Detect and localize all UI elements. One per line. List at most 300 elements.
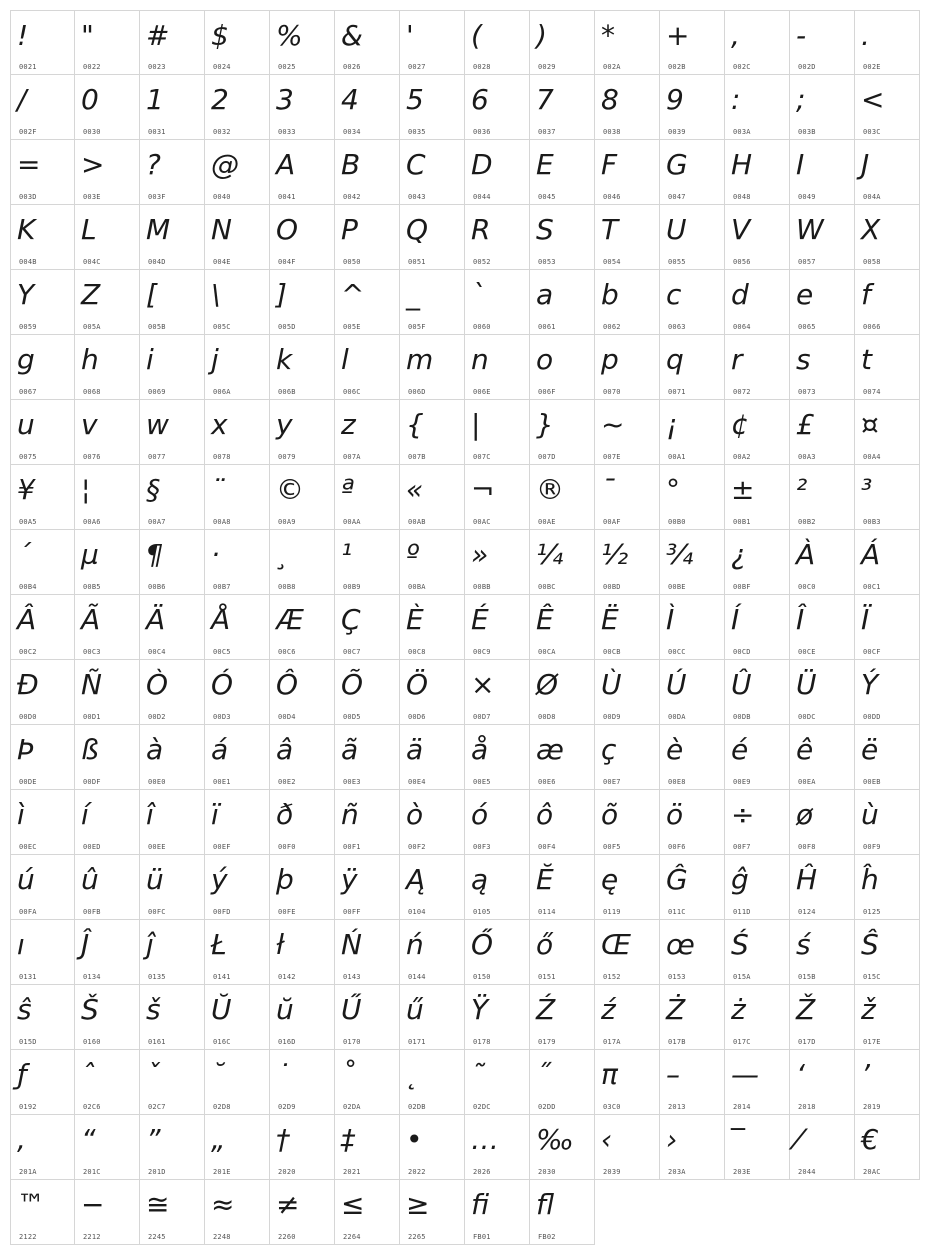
glyph-codepoint: 0041 — [278, 193, 296, 201]
glyph-codepoint: 0071 — [668, 388, 686, 396]
glyph-codepoint: 00A5 — [19, 518, 37, 526]
glyph-char: ü — [146, 863, 164, 896]
glyph-codepoint: 2021 — [343, 1168, 361, 1176]
glyph-codepoint: 00AA — [343, 518, 361, 526]
glyph-cell — [140, 790, 205, 855]
glyph-char: £ — [796, 408, 814, 441]
glyph-char: ó — [471, 798, 489, 831]
glyph-char: ª — [341, 473, 355, 506]
glyph-cell — [465, 855, 530, 920]
glyph-char: ˘ — [211, 1058, 225, 1091]
glyph-codepoint: 002F — [19, 128, 37, 136]
glyph-cell — [595, 660, 660, 725]
glyph-cell — [465, 270, 530, 335]
glyph-cell — [855, 270, 920, 335]
glyph-codepoint: 0151 — [538, 973, 556, 981]
glyph-cell — [75, 335, 140, 400]
glyph-cell — [855, 1050, 920, 1115]
glyph-cell — [270, 920, 335, 985]
glyph-codepoint: 00D5 — [343, 713, 361, 721]
glyph-char: Ë — [601, 603, 619, 636]
glyph-char: × — [471, 668, 495, 701]
glyph-codepoint: 003F — [148, 193, 166, 201]
glyph-char: ? — [146, 148, 161, 181]
glyph-char: ⁄ — [796, 1123, 801, 1156]
glyph-codepoint: 0023 — [148, 63, 166, 71]
glyph-codepoint: 0058 — [863, 258, 881, 266]
glyph-cell — [400, 1180, 465, 1245]
glyph-codepoint: 005B — [148, 323, 166, 331]
glyph-char: ³ — [861, 473, 873, 506]
glyph-char: ÷ — [731, 798, 755, 831]
glyph-char: v — [81, 408, 98, 441]
glyph-char: q — [666, 343, 684, 376]
glyph-codepoint: 00EB — [863, 778, 881, 786]
glyph-char: ĵ — [146, 928, 154, 961]
glyph-codepoint: 0178 — [473, 1038, 491, 1046]
glyph-char: ´ — [17, 538, 31, 571]
glyph-codepoint: 005A — [83, 323, 101, 331]
glyph-char: Ç — [341, 603, 361, 636]
glyph-cell — [140, 595, 205, 660]
glyph-codepoint: 00B5 — [83, 583, 101, 591]
glyph-char: Ê — [536, 603, 554, 636]
glyph-cell — [205, 335, 270, 400]
glyph-cell — [205, 1180, 270, 1245]
glyph-cell — [400, 10, 465, 75]
glyph-char: $ — [211, 19, 229, 52]
glyph-char: x — [211, 408, 228, 441]
glyph-codepoint: 20AC — [863, 1168, 881, 1176]
glyph-cell — [790, 75, 855, 140]
glyph-codepoint: 00EA — [798, 778, 816, 786]
glyph-cell — [10, 530, 75, 595]
glyph-codepoint: 0053 — [538, 258, 556, 266]
glyph-char: ≥ — [406, 1188, 430, 1221]
glyph-cell — [10, 790, 75, 855]
glyph-codepoint: 00DA — [668, 713, 686, 721]
glyph-char: · — [211, 538, 220, 571]
glyph-codepoint: 005E — [343, 323, 361, 331]
glyph-cell — [10, 75, 75, 140]
glyph-cell — [465, 985, 530, 1050]
glyph-codepoint: 02C6 — [83, 1103, 101, 1111]
glyph-codepoint: 006F — [538, 388, 556, 396]
glyph-cell — [75, 1115, 140, 1180]
glyph-cell — [400, 725, 465, 790]
glyph-char: 1 — [146, 83, 164, 116]
glyph-char: ã — [341, 733, 359, 766]
glyph-char: H — [731, 148, 753, 181]
glyph-cell — [270, 10, 335, 75]
glyph-cell — [75, 75, 140, 140]
glyph-cell — [335, 530, 400, 595]
glyph-cell — [725, 790, 790, 855]
glyph-char: ≈ — [211, 1188, 235, 1221]
glyph-codepoint: 00C5 — [213, 648, 231, 656]
glyph-cell — [660, 335, 725, 400]
glyph-codepoint: 00A1 — [668, 453, 686, 461]
glyph-codepoint: 007E — [603, 453, 621, 461]
glyph-codepoint: 0076 — [83, 453, 101, 461]
glyph-char: = — [17, 148, 41, 181]
glyph-char: Ÿ — [471, 993, 489, 1026]
glyph-codepoint: 0032 — [213, 128, 231, 136]
glyph-char: è — [666, 733, 684, 766]
glyph-codepoint: 2026 — [473, 1168, 491, 1176]
glyph-char: u — [17, 408, 35, 441]
glyph-codepoint: 00E9 — [733, 778, 751, 786]
glyph-cell — [400, 790, 465, 855]
glyph-cell — [140, 140, 205, 205]
glyph-cell — [270, 75, 335, 140]
glyph-codepoint: 0038 — [603, 128, 621, 136]
glyph-char: ý — [211, 863, 228, 896]
glyph-cell — [205, 75, 270, 140]
glyph-cell — [140, 1180, 205, 1245]
glyph-codepoint: 00E8 — [668, 778, 686, 786]
glyph-codepoint: 2260 — [278, 1233, 296, 1241]
glyph-char: ² — [796, 473, 808, 506]
glyph-cell — [530, 75, 595, 140]
glyph-cell — [335, 1180, 400, 1245]
glyph-char: < — [861, 83, 885, 116]
glyph-char: " — [81, 19, 94, 52]
glyph-cell — [335, 790, 400, 855]
glyph-cell — [205, 985, 270, 1050]
glyph-cell — [790, 400, 855, 465]
glyph-codepoint: 00A7 — [148, 518, 166, 526]
glyph-cell — [335, 10, 400, 75]
glyph-codepoint: 006A — [213, 388, 231, 396]
glyph-char: Ż — [666, 993, 686, 1026]
glyph-codepoint: 0050 — [343, 258, 361, 266]
glyph-char: ≅ — [146, 1188, 170, 1221]
glyph-codepoint: 002E — [863, 63, 881, 71]
glyph-cell — [660, 595, 725, 660]
glyph-char: V — [731, 213, 751, 246]
glyph-char: Ł — [211, 928, 227, 961]
glyph-cell — [725, 10, 790, 75]
glyph-char: ń — [406, 928, 424, 961]
glyph-char: Æ — [276, 603, 304, 636]
glyph-cell — [335, 725, 400, 790]
glyph-char: _ — [406, 278, 420, 311]
glyph-cell — [595, 725, 660, 790]
glyph-cell — [595, 1115, 660, 1180]
glyph-char: [ — [146, 278, 157, 311]
glyph-codepoint: FB01 — [473, 1233, 491, 1241]
glyph-char: l — [341, 343, 349, 376]
glyph-char: ð — [276, 798, 294, 831]
glyph-char: Ñ — [81, 668, 102, 701]
glyph-cell — [790, 205, 855, 270]
glyph-codepoint: 0043 — [408, 193, 426, 201]
glyph-cell — [140, 465, 205, 530]
glyph-char: ˆ — [81, 1058, 95, 1091]
glyph-cell — [790, 465, 855, 530]
glyph-cell — [205, 400, 270, 465]
glyph-char: ą — [471, 863, 489, 896]
glyph-char: “ — [81, 1123, 96, 1156]
glyph-cell — [270, 595, 335, 660]
glyph-codepoint: 00B7 — [213, 583, 231, 591]
glyph-cell — [725, 920, 790, 985]
glyph-codepoint: 0061 — [538, 323, 556, 331]
glyph-char: ¥ — [17, 473, 35, 506]
glyph-codepoint: 0028 — [473, 63, 491, 71]
glyph-cell — [725, 75, 790, 140]
glyph-codepoint: 002A — [603, 63, 621, 71]
glyph-char: Ž — [796, 993, 816, 1026]
glyph-codepoint: 00B4 — [19, 583, 37, 591]
glyph-char: â — [276, 733, 294, 766]
glyph-cell — [205, 270, 270, 335]
glyph-codepoint: 015A — [733, 973, 751, 981]
glyph-cell — [595, 790, 660, 855]
glyph-codepoint: 00FE — [278, 908, 296, 916]
glyph-codepoint: 00F9 — [863, 843, 881, 851]
glyph-codepoint: 0143 — [343, 973, 361, 981]
glyph-grid — [10, 10, 920, 1245]
glyph-codepoint: 0072 — [733, 388, 751, 396]
glyph-cell — [270, 270, 335, 335]
glyph-cell — [465, 75, 530, 140]
glyph-codepoint: 00BC — [538, 583, 556, 591]
glyph-codepoint: 02DA — [343, 1103, 361, 1111]
glyph-cell — [530, 10, 595, 75]
glyph-char: ñ — [341, 798, 359, 831]
glyph-char: Ś — [731, 928, 749, 961]
glyph-cell — [400, 855, 465, 920]
glyph-char: T — [601, 213, 619, 246]
glyph-char: ź — [601, 993, 616, 1026]
glyph-cell — [725, 660, 790, 725]
glyph-codepoint: 017E — [863, 1038, 881, 1046]
glyph-cell — [530, 1180, 595, 1245]
glyph-char: à — [146, 733, 164, 766]
glyph-codepoint: 007C — [473, 453, 491, 461]
glyph-char: ” — [146, 1123, 161, 1156]
glyph-codepoint: 2039 — [603, 1168, 621, 1176]
glyph-codepoint: 0022 — [83, 63, 101, 71]
glyph-cell — [75, 660, 140, 725]
glyph-cell — [205, 1115, 270, 1180]
glyph-char: ‡ — [341, 1123, 355, 1156]
glyph-cell — [75, 205, 140, 270]
glyph-char: B — [341, 148, 361, 181]
glyph-char: ę — [601, 863, 619, 896]
glyph-cell — [790, 530, 855, 595]
glyph-cell — [75, 530, 140, 595]
glyph-char: Ö — [406, 668, 429, 701]
glyph-codepoint: 0179 — [538, 1038, 556, 1046]
glyph-char: , — [731, 19, 740, 52]
glyph-char: 9 — [666, 83, 684, 116]
glyph-codepoint: 006C — [343, 388, 361, 396]
glyph-cell — [465, 10, 530, 75]
glyph-cell — [595, 10, 660, 75]
glyph-codepoint: 00E6 — [538, 778, 556, 786]
glyph-cell — [205, 10, 270, 75]
glyph-cell — [335, 1050, 400, 1115]
glyph-codepoint: 00ED — [83, 843, 101, 851]
glyph-cell — [530, 400, 595, 465]
glyph-cell — [855, 725, 920, 790]
glyph-cell — [595, 75, 660, 140]
glyph-cell — [270, 400, 335, 465]
glyph-codepoint: 00AE — [538, 518, 556, 526]
glyph-codepoint: 0054 — [603, 258, 621, 266]
glyph-char: ö — [666, 798, 684, 831]
glyph-cell — [400, 1115, 465, 1180]
glyph-codepoint: 0051 — [408, 258, 426, 266]
glyph-cell — [660, 400, 725, 465]
glyph-char: „ — [211, 1123, 226, 1156]
glyph-char: ≠ — [276, 1188, 300, 1221]
glyph-char: ő — [536, 928, 554, 961]
glyph-cell — [205, 790, 270, 855]
glyph-char: : — [731, 83, 741, 116]
glyph-codepoint: 00B0 — [668, 518, 686, 526]
glyph-cell — [790, 855, 855, 920]
glyph-codepoint: 00B9 — [343, 583, 361, 591]
glyph-char: ½ — [601, 538, 629, 571]
glyph-char: π — [601, 1058, 618, 1091]
glyph-codepoint: 03C0 — [603, 1103, 621, 1111]
glyph-char: Ú — [666, 668, 687, 701]
glyph-char: ) — [536, 19, 547, 52]
glyph-cell — [10, 335, 75, 400]
glyph-codepoint: 2022 — [408, 1168, 426, 1176]
glyph-codepoint: 0152 — [603, 973, 621, 981]
glyph-cell — [790, 10, 855, 75]
glyph-cell — [790, 335, 855, 400]
glyph-cell — [595, 595, 660, 660]
glyph-codepoint: 0029 — [538, 63, 556, 71]
glyph-codepoint: 00B8 — [278, 583, 296, 591]
glyph-char: Œ — [601, 928, 631, 961]
glyph-cell — [400, 1050, 465, 1115]
glyph-codepoint: 006D — [408, 388, 426, 396]
glyph-cell — [10, 725, 75, 790]
glyph-codepoint: 0192 — [19, 1103, 37, 1111]
glyph-char: þ — [276, 863, 294, 896]
glyph-cell — [75, 270, 140, 335]
glyph-codepoint: 015D — [19, 1038, 37, 1046]
glyph-codepoint: 00E5 — [473, 778, 491, 786]
glyph-codepoint: 00AC — [473, 518, 491, 526]
glyph-codepoint: 015C — [863, 973, 881, 981]
glyph-codepoint: 004E — [213, 258, 231, 266]
glyph-cell — [400, 335, 465, 400]
glyph-codepoint: 2265 — [408, 1233, 426, 1241]
glyph-char: ˛ — [406, 1058, 420, 1091]
glyph-cell — [205, 205, 270, 270]
glyph-codepoint: 00FF — [343, 908, 361, 916]
glyph-codepoint: 00DF — [83, 778, 101, 786]
glyph-cell — [400, 465, 465, 530]
glyph-codepoint: 015B — [798, 973, 816, 981]
glyph-cell — [140, 1115, 205, 1180]
glyph-codepoint: 0056 — [733, 258, 751, 266]
glyph-cell — [530, 205, 595, 270]
glyph-char: º — [406, 538, 420, 571]
glyph-char: € — [861, 1123, 879, 1156]
glyph-cell — [75, 595, 140, 660]
glyph-char: X — [861, 213, 881, 246]
glyph-codepoint: 00B3 — [863, 518, 881, 526]
glyph-cell — [335, 920, 400, 985]
glyph-char: » — [471, 538, 489, 571]
glyph-char: Ý — [861, 668, 879, 701]
glyph-char: ¬ — [471, 473, 495, 506]
glyph-codepoint: 00CD — [733, 648, 751, 656]
glyph-cell — [335, 985, 400, 1050]
glyph-cell — [400, 595, 465, 660]
glyph-cell — [270, 1180, 335, 1245]
glyph-codepoint: 0170 — [343, 1038, 361, 1046]
glyph-char: ô — [536, 798, 554, 831]
glyph-char: 2 — [211, 83, 229, 116]
glyph-char: ˚ — [341, 1058, 355, 1091]
glyph-char: ^ — [341, 278, 365, 311]
glyph-char: L — [81, 213, 97, 246]
glyph-char: Ĝ — [666, 863, 688, 896]
glyph-char: Ü — [796, 668, 817, 701]
glyph-cell — [75, 10, 140, 75]
glyph-cell — [660, 660, 725, 725]
glyph-char: — — [731, 1058, 759, 1091]
glyph-cell — [335, 595, 400, 660]
glyph-codepoint: 2122 — [19, 1233, 37, 1241]
glyph-char: Þ — [17, 733, 35, 766]
glyph-cell — [205, 660, 270, 725]
glyph-codepoint: 02D9 — [278, 1103, 296, 1111]
glyph-cell — [530, 595, 595, 660]
glyph-codepoint: 00D4 — [278, 713, 296, 721]
glyph-codepoint: 0021 — [19, 63, 37, 71]
glyph-char: ¯ — [601, 473, 615, 506]
glyph-codepoint: 2245 — [148, 1233, 166, 1241]
glyph-char: Ã — [81, 603, 101, 636]
glyph-cell — [595, 270, 660, 335]
glyph-char: y — [276, 408, 293, 441]
glyph-cell — [140, 985, 205, 1050]
glyph-char: 7 — [536, 83, 554, 116]
glyph-cell — [400, 205, 465, 270]
glyph-char: \ — [211, 278, 221, 311]
glyph-cell — [10, 10, 75, 75]
glyph-cell — [790, 140, 855, 205]
glyph-codepoint: 0161 — [148, 1038, 166, 1046]
glyph-char: Í — [731, 603, 740, 636]
glyph-char: c — [666, 278, 682, 311]
glyph-cell — [530, 1050, 595, 1115]
glyph-char: Ð — [17, 668, 39, 701]
glyph-codepoint: 00DC — [798, 713, 816, 721]
glyph-cell — [465, 400, 530, 465]
glyph-char: – — [666, 1058, 680, 1091]
glyph-codepoint: 0144 — [408, 973, 426, 981]
glyph-codepoint: 0160 — [83, 1038, 101, 1046]
glyph-codepoint: 00E0 — [148, 778, 166, 786]
glyph-cell — [660, 10, 725, 75]
glyph-codepoint: 00F7 — [733, 843, 751, 851]
glyph-codepoint: 0031 — [148, 128, 166, 136]
glyph-codepoint: 00BD — [603, 583, 621, 591]
glyph-char: « — [406, 473, 424, 506]
